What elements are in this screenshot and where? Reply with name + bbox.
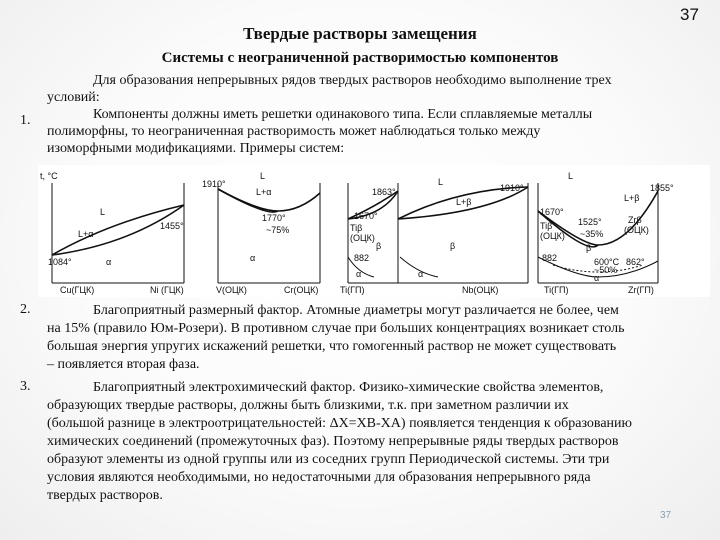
- item-3-line-1: Благоприятный электрохимический фактор. Физико-химические свойства элементов,: [93, 380, 604, 395]
- item-number-2: 2.: [20, 302, 31, 317]
- d3-phase-alpha: α: [356, 269, 362, 279]
- d5-zr-label: Zrβ: [628, 215, 642, 225]
- item-1-line-1: Компоненты должны иметь решетки одинакового типа. Если сплавляемые металлы: [93, 107, 593, 122]
- d1-x-right: Ni (ГЦК): [150, 285, 184, 295]
- d1-liquid-label: L: [100, 207, 106, 217]
- d1-left-temp: 1084°: [48, 257, 72, 267]
- d2-two-phase-label: L+α: [256, 187, 272, 197]
- d4-x-right: Nb(ОЦК): [462, 285, 499, 295]
- page-subtitle: Системы с неограниченной растворимостью компонентов: [161, 50, 559, 66]
- d2-left-temp: 1910°: [202, 179, 226, 189]
- axis-label-t: t, °C: [40, 171, 58, 181]
- d5-ti-label: Tiβ: [540, 221, 553, 231]
- d2-x-left: V(ОЦК): [216, 285, 247, 295]
- d1-solid-label: α: [106, 257, 112, 267]
- intro-line-1: Для образования непрерывных рядов твердых растворов необходимо выполнение трех: [93, 73, 612, 88]
- d4-liquid-label: L: [438, 177, 444, 187]
- d5-t1: 1670°: [540, 207, 564, 217]
- item-2-line-4: – появляется вторая фаза.: [47, 357, 200, 372]
- d5-t2: 882: [542, 253, 558, 263]
- d1-two-phase-label: L+α: [78, 229, 94, 239]
- d4-phase-beta: β: [450, 241, 456, 251]
- d5-top-temp: 1855°: [650, 183, 674, 193]
- item-2-line-2: на 15% (правило Юм-Розери). В противном случае при больших концентрациях возникает столь: [47, 321, 625, 336]
- d5-x-right: Zr(ГП): [628, 285, 654, 295]
- d2-mid-temp: 1770°: [262, 213, 286, 223]
- item-number-3: 3.: [20, 379, 31, 394]
- d3-top-temp: 1863°: [372, 187, 396, 197]
- d3-phase-beta: β: [376, 241, 382, 251]
- d5-two-phase-label: L+β: [624, 193, 640, 203]
- d5-phase-alpha: α: [594, 273, 600, 283]
- page-number-top: 37: [680, 5, 699, 24]
- d3-x-left: Ti(ГП): [340, 285, 365, 295]
- d5-t-min: 1525°: [578, 217, 602, 227]
- d5-percent1: ~35%: [580, 229, 604, 239]
- item-3-line-4: химических соединений (промежуточных фаз). Поэтому непрерывные ряды твердых растворов: [47, 434, 619, 449]
- phase-diagrams-figure: [38, 165, 710, 297]
- item-3-line-2: образующих твердые растворы, должны быть близкими, т.к. при заметном различии их: [47, 398, 569, 413]
- d5-x-left: Ti(ГП): [544, 285, 569, 295]
- d3-ti-lattice: (ОЦК): [350, 233, 375, 243]
- item-1-line-3: изоморфными модификациями. Примеры систем:: [47, 141, 345, 156]
- page-number-bottom: 37: [660, 510, 672, 521]
- item-3-line-3: (большой разнице в электроотрицательностей: ΔX=XB-XA) появляется тенденция к образованию: [47, 416, 632, 431]
- d3-ti-label: Tiβ: [350, 223, 363, 233]
- d5-t-mid: 600°C: [594, 257, 620, 267]
- d5-percent2: ~50%: [594, 265, 618, 275]
- item-3-line-7: твердых растворов.: [47, 488, 163, 503]
- d4-top-temp: 1910°: [500, 183, 524, 193]
- item-2-line-3: большая энергия упругих искажений решетки, что гомогенный раствор не может существовать: [47, 339, 617, 354]
- d2-liquid-label: L: [260, 171, 266, 181]
- page-title: Твердые растворы замещения: [243, 24, 477, 43]
- item-number-1: 1.: [20, 113, 31, 128]
- item-3-line-6: условия являются необходимыми, но недостаточными для образования непрерывного ряда: [47, 470, 591, 485]
- item-2-line-1: Благоприятный размерный фактор. Атомные диаметры могут различается не более, чем: [93, 303, 619, 318]
- d2-solid-label: α: [250, 253, 256, 263]
- d2-percent: ~75%: [266, 225, 290, 235]
- item-3-line-5: образуют элементы из одной группы или из соседних групп Периодической системы. Эти три: [47, 452, 610, 467]
- d1-top-temp: 1455°: [160, 221, 184, 231]
- d3-t2: 882: [354, 253, 370, 263]
- d4-two-phase-label: L+β: [456, 197, 472, 207]
- intro-line-2: условий:: [47, 90, 100, 105]
- d4-phase-alpha: α: [418, 269, 424, 279]
- d5-liquid-label: L: [568, 171, 574, 181]
- d2-x-right: Cr(ОЦК): [284, 285, 319, 295]
- d5-t3: 862°: [626, 257, 645, 267]
- d5-ti-lattice: (ОЦК): [540, 231, 565, 241]
- d5-phase-beta: β: [586, 243, 592, 253]
- d5-zr-lattice: (ОЦК): [624, 225, 649, 235]
- d1-x-left: Cu(ГЦК): [60, 285, 95, 295]
- item-1-line-2: полиморфны, то неограниченная растворимость может наблюдаться только между: [47, 124, 541, 139]
- d3-t1: 1670°: [354, 211, 378, 221]
